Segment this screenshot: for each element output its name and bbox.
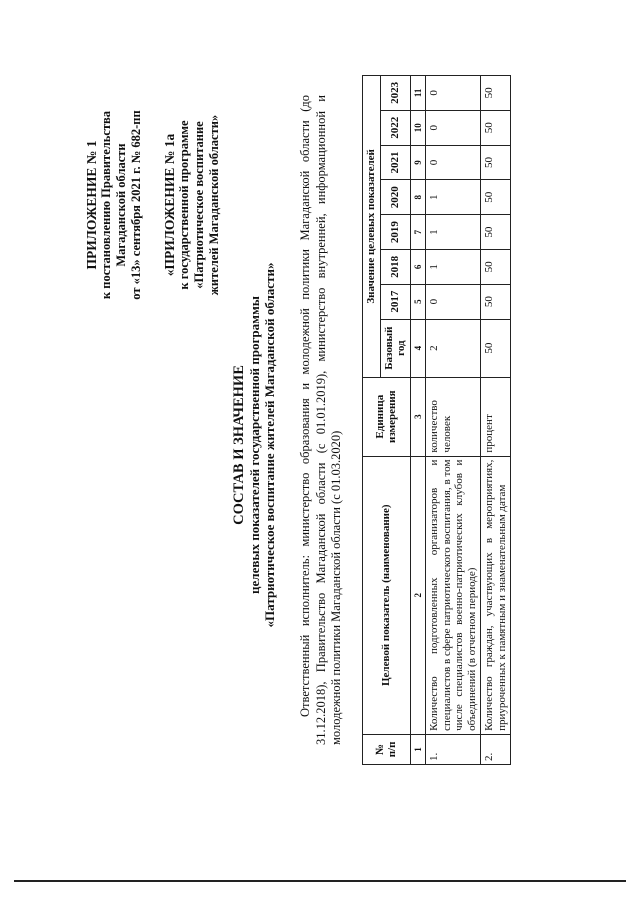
row-indicator: Количество подготовленных организаторов и специалистов в сфере патриотического воспитания, в том числе специалистов военно-патриотических клубов и объединений (в отчетном периоде) — [426, 456, 481, 734]
row-number: 2. — [481, 734, 511, 764]
row-unit: процент — [481, 377, 511, 456]
column-number: 7 — [410, 215, 426, 250]
column-number: 5 — [410, 284, 426, 319]
row-value: 50 — [481, 110, 511, 145]
indicators-table — [362, 75, 511, 765]
row-number: 1. — [426, 734, 481, 764]
document-heading — [232, 105, 277, 785]
row-value: 0 — [426, 110, 481, 145]
row-value: 50 — [481, 319, 511, 377]
header-unit: Единица измерения — [363, 377, 411, 456]
appendix-line-1: к постановлению Правительства — [99, 110, 113, 300]
appendix-line-6: жителей Магаданской области» — [207, 114, 221, 296]
table-row — [426, 76, 481, 765]
appendix-title-2: «ПРИЛОЖЕНИЕ № 1а — [162, 133, 177, 277]
appendix-line-5: «Патриотическое воспитание — [192, 121, 206, 289]
column-number: 8 — [410, 180, 426, 215]
page-bottom-rule — [14, 880, 626, 882]
column-number: 9 — [410, 145, 426, 180]
row-value: 1 — [426, 249, 481, 284]
appendix-line-3: от «13» сентября 2021 г. № 682-пп — [129, 110, 143, 300]
appendix-block — [80, 45, 222, 365]
row-value: 50 — [481, 180, 511, 215]
header-number: № п/п — [363, 734, 411, 764]
row-value: 1 — [426, 180, 481, 215]
row-value: 0 — [426, 284, 481, 319]
row-indicator: Количество граждан, участвующих в мероприятиях, приуроченных к памятным и знаменательным датам — [481, 456, 511, 734]
header-year: 2018 — [380, 249, 410, 284]
header-year: 2020 — [380, 180, 410, 215]
appendix-line-2: Магаданской области — [114, 143, 128, 267]
row-value: 50 — [481, 249, 511, 284]
header-year: 2017 — [380, 284, 410, 319]
appendix-title: ПРИЛОЖЕНИЕ № 1 — [84, 140, 99, 270]
header-values: Значение целевых показателей — [363, 76, 381, 378]
row-value: 50 — [481, 145, 511, 180]
header-year: 2019 — [380, 215, 410, 250]
row-value: 0 — [426, 145, 481, 180]
responsible-executor-text: Ответственный исполнитель: министерство образования и молодежной политики Магаданской области (до 31.12.2018), Правительство Магаданской области (с 01.01.2019), министерство внутренней, информационной и молодежной политики Магаданской области (с 01.03.2020) — [298, 95, 343, 745]
header-year: 2023 — [380, 76, 410, 111]
header-year: 2022 — [380, 110, 410, 145]
heading-subtitle-2: «Патриотическое воспитание жителей Магаданской области» — [262, 262, 277, 628]
column-number: 4 — [410, 319, 426, 377]
column-number-row — [410, 76, 426, 765]
row-value: 50 — [481, 76, 511, 111]
row-unit: количество человек — [426, 377, 481, 456]
row-value: 50 — [481, 215, 511, 250]
row-value: 0 — [426, 76, 481, 111]
heading-title: СОСТАВ И ЗНАЧЕНИЕ — [231, 365, 247, 525]
row-value: 2 — [426, 319, 481, 377]
header-year: 2021 — [380, 145, 410, 180]
row-value: 1 — [426, 215, 481, 250]
column-number: 2 — [410, 456, 426, 734]
appendix-line-4: к государственной программе — [177, 120, 191, 290]
heading-subtitle-1: целевых показателей государственной программы — [247, 296, 262, 594]
table-row — [481, 76, 511, 765]
column-number: 1 — [410, 734, 426, 764]
header-base-year: Базовый год — [380, 319, 410, 377]
column-number: 11 — [410, 76, 426, 111]
row-value: 50 — [481, 284, 511, 319]
column-number: 3 — [410, 377, 426, 456]
column-number: 6 — [410, 249, 426, 284]
column-number: 10 — [410, 110, 426, 145]
header-indicator: Целевой показатель (наименование) — [363, 456, 411, 734]
